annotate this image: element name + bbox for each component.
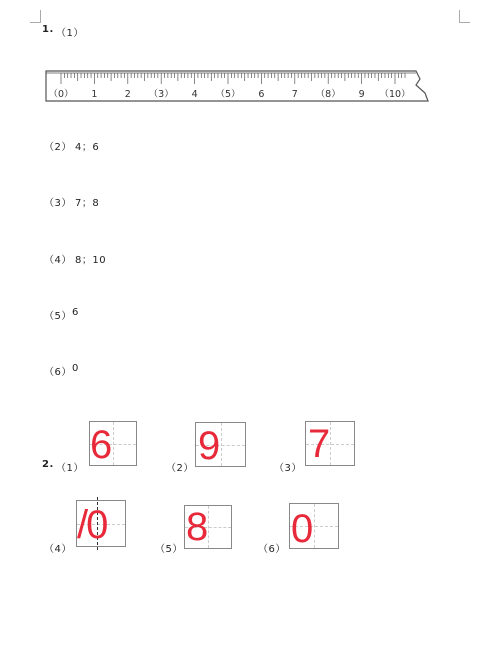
answer-digit-4: /0 [77,503,107,547]
ruler-tick-label: 2 [124,89,131,100]
writing-box-4 [76,500,126,547]
question-2-item-1-tag: （1） [56,463,84,474]
writing-box-1 [89,421,137,466]
writing-box-3 [305,421,355,466]
question-2-item-3-tag: （3） [274,463,302,474]
ruler-tick-label: （8） [315,89,341,100]
answer-digit-6: 0 [291,507,314,551]
ruler-tick-label: （0） [48,89,74,100]
answer-digit-1: 6 [90,423,113,467]
ruler-tick-label: 6 [258,89,265,100]
question-1-part-3-answer: 7；8 [75,198,100,209]
ruler-tick-label: 9 [358,89,365,100]
writing-box-2 [195,422,246,467]
question-1-part-5-answer: 6 [72,307,79,318]
question-1-part-1-tag: （1） [56,28,84,39]
question-1-part-2-tag: （2） [44,142,72,153]
question-1-part-6-answer: 0 [72,363,79,374]
ruler-tick-label: 4 [191,89,198,100]
question-2-item-6-tag: （6） [258,544,286,555]
ruler-tick-label: （5） [215,89,241,100]
answer-digit-5: 8 [186,505,209,549]
ruler-tick-label: （3） [148,89,174,100]
ruler-tick-label: （10） [379,89,411,100]
ruler-tick-label: 7 [291,89,298,100]
question-1-part-3-tag: （3） [44,198,72,209]
ruler-tick-label: 1 [91,89,98,100]
answer-digit-3: 7 [308,422,331,466]
question-1-part-2-answer: 4；6 [75,142,100,153]
question-2-item-5-tag: （5） [155,544,183,555]
writing-box-5 [184,505,232,549]
question-1-number: 1. [42,24,54,35]
question-1-part-6-tag: （6） [44,367,72,378]
answer-digit-2: 9 [198,424,221,468]
question-1-part-4-answer: 8；10 [75,255,107,266]
question-1-part-5-tag: （5） [44,311,72,322]
question-2-number: 2. [42,459,54,470]
writing-box-6 [289,503,339,549]
question-2-item-2-tag: （2） [166,463,194,474]
question-2-item-4-tag: （4） [44,544,72,555]
question-1-part-4-tag: （4） [44,255,72,266]
